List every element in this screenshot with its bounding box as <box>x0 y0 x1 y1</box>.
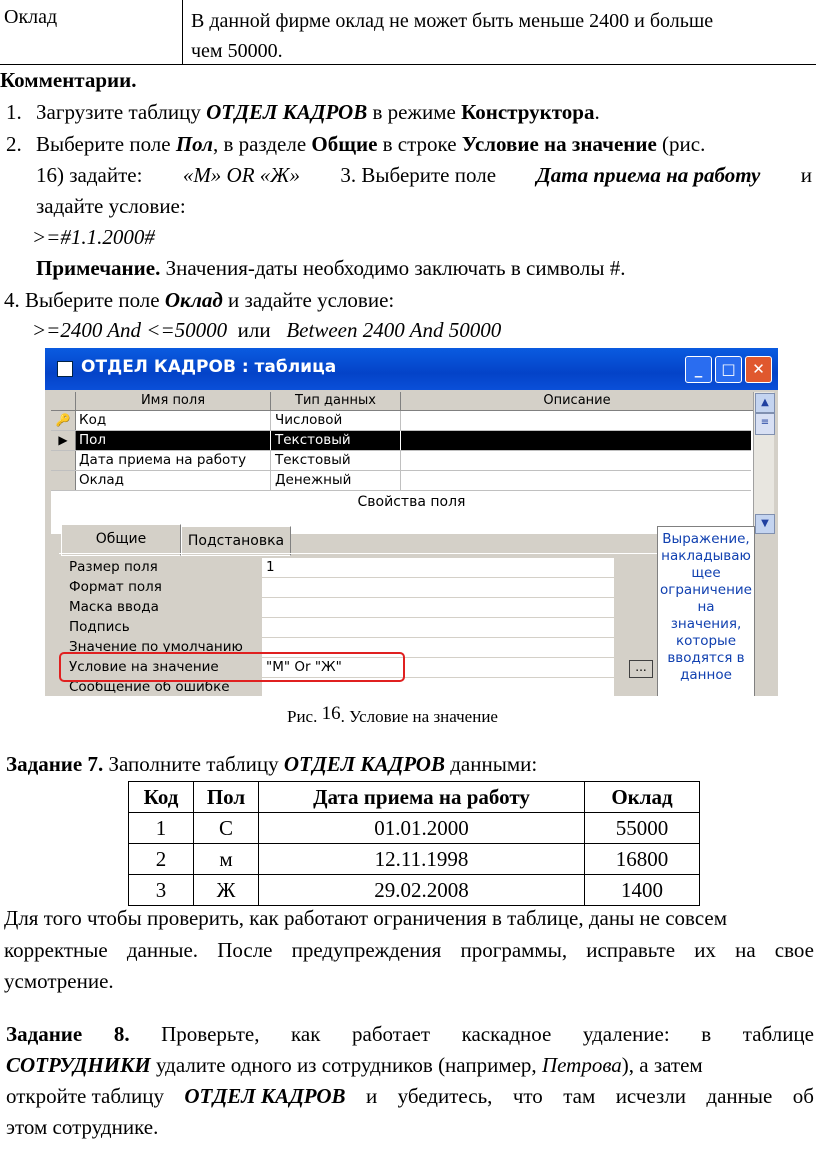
field-name[interactable]: Дата приема на работу <box>79 452 247 468</box>
scroll-up-icon[interactable]: ▲ <box>755 393 775 413</box>
data-type[interactable]: Денежный <box>275 472 352 488</box>
step-1: 1. Загрузите таблицу ОТДЕЛ КАДРОВ в режиме Конструктора. <box>6 100 600 124</box>
table-row: 1 С 01.01.2000 55000 <box>129 813 700 844</box>
property-row[interactable]: Подпись <box>59 618 657 638</box>
row-selector <box>51 451 76 470</box>
property-row[interactable]: Сообщение об ошибке <box>59 678 657 696</box>
data-table <box>128 781 700 906</box>
highlight-box <box>59 652 405 682</box>
cell-text <box>191 6 713 66</box>
close-button[interactable]: ✕ <box>745 356 772 383</box>
tab-lookup[interactable]: Подстановка <box>181 526 291 556</box>
property-row[interactable]: Формат поля <box>59 578 657 598</box>
grid-row[interactable] <box>51 451 751 471</box>
grid-corner <box>51 392 76 411</box>
table-cell <box>183 0 816 65</box>
task-7-text-line3: усмотрение. <box>4 969 114 993</box>
field-grid <box>51 392 774 534</box>
field-name[interactable]: Пол <box>79 432 107 448</box>
task-8-line1: Задание 8. Проверьте, как работает каскадное удаление: в таблице <box>6 1022 814 1046</box>
field-name[interactable]: Оклад <box>79 472 125 488</box>
property-row[interactable]: Маска ввода <box>59 598 657 618</box>
minimize-button[interactable]: _ <box>685 356 712 383</box>
step-4: 4. Выберите поле Оклад и задайте условие: <box>4 288 395 312</box>
window-titlebar[interactable] <box>45 348 778 390</box>
grid-row-selected[interactable] <box>51 431 751 451</box>
window-title: ОТДЕЛ КАДРОВ : таблица <box>81 357 337 377</box>
scroll-down-icon[interactable]: ▼ <box>755 514 775 534</box>
property-row[interactable]: Значение по умолчанию <box>59 638 657 658</box>
comments-heading: Комментарии. <box>0 68 137 92</box>
cell-text-line2: чем 50000. <box>191 40 283 62</box>
property-row-validation[interactable]: Условие на значение "М" Or "Ж" <box>59 658 657 678</box>
task-7-text-line2: корректные данные. После предупреждения программы, исправьте их на свое <box>4 938 814 962</box>
task-7-heading: Задание 7. Заполните таблицу ОТДЕЛ КАДРОВ данными: <box>6 752 538 776</box>
access-table-window <box>45 348 778 696</box>
property-row[interactable]: Размер поля 1 <box>59 558 657 578</box>
tab-general[interactable]: Общие <box>61 524 181 556</box>
builder-button[interactable]: ... <box>629 660 653 678</box>
condition-date: >=#1.1.2000# <box>32 225 155 249</box>
header-description[interactable]: Описание <box>401 392 754 411</box>
header-data-type[interactable]: Тип данных <box>271 392 401 411</box>
table-row: 2 м 12.11.1998 16800 <box>129 844 700 875</box>
top-table <box>0 0 816 65</box>
table-header-row: Код Пол Дата приема на работу Оклад <box>129 782 700 813</box>
data-type[interactable]: Текстовый <box>275 452 351 468</box>
cell-text-line1: В данной фирме оклад не может быть меньше 2400 и больше <box>191 10 714 32</box>
table-cell <box>0 0 183 65</box>
field-properties-title: Свойства поля <box>357 494 466 510</box>
step-2-line3: задайте условие: <box>36 194 186 218</box>
property-hint: Выражение, накладываю щее ограничение на значения, которые вводятся в данное <box>657 526 755 696</box>
task-8-line2: СОТРУДНИКИ удалите одного из сотрудников (например, Петрова), а затем <box>6 1053 703 1077</box>
step-2: 2. Выберите поле Пол, в разделе Общие в строке Условие на значение (рис. <box>6 132 706 156</box>
cell-label: Оклад <box>4 6 58 28</box>
table-icon <box>57 361 73 377</box>
scroll-thumb[interactable]: ≡ <box>755 413 775 435</box>
data-type[interactable]: Числовой <box>275 412 343 428</box>
row-selector-icon: ▶ <box>51 431 76 450</box>
row-selector <box>51 471 76 490</box>
note: Примечание. Значения-даты необходимо заключать в символы #. <box>36 256 626 280</box>
key-icon: 🔑 <box>51 411 76 430</box>
vertical-scrollbar[interactable] <box>753 392 774 534</box>
task-8-line4: этом сотруднике. <box>6 1115 159 1139</box>
grid-row[interactable] <box>51 471 751 491</box>
step-2-line2: 16) задайте: «М» OR «Ж» 3. Выберите поле Дата приема на работу и <box>36 163 812 187</box>
task-8-line3: откройте таблицу ОТДЕЛ КАДРОВ и убедитесь, что там исчезли данные об <box>6 1084 814 1108</box>
field-name[interactable]: Код <box>79 412 107 428</box>
header-field-name[interactable]: Имя поля <box>76 392 271 411</box>
table-row: 3 Ж 29.02.2008 1400 <box>129 875 700 906</box>
condition-salary: >=2400 And <=50000 или Between 2400 And 50000 <box>32 318 502 342</box>
grid-row[interactable] <box>51 411 751 431</box>
maximize-button[interactable]: □ <box>715 356 742 383</box>
task-7-text-line1: Для того чтобы проверить, как работают ограничения в таблице, даны не совсем <box>4 906 728 930</box>
figure-caption: Рис. 16. Условие на значение <box>287 703 498 726</box>
data-type[interactable]: Текстовый <box>275 432 351 448</box>
